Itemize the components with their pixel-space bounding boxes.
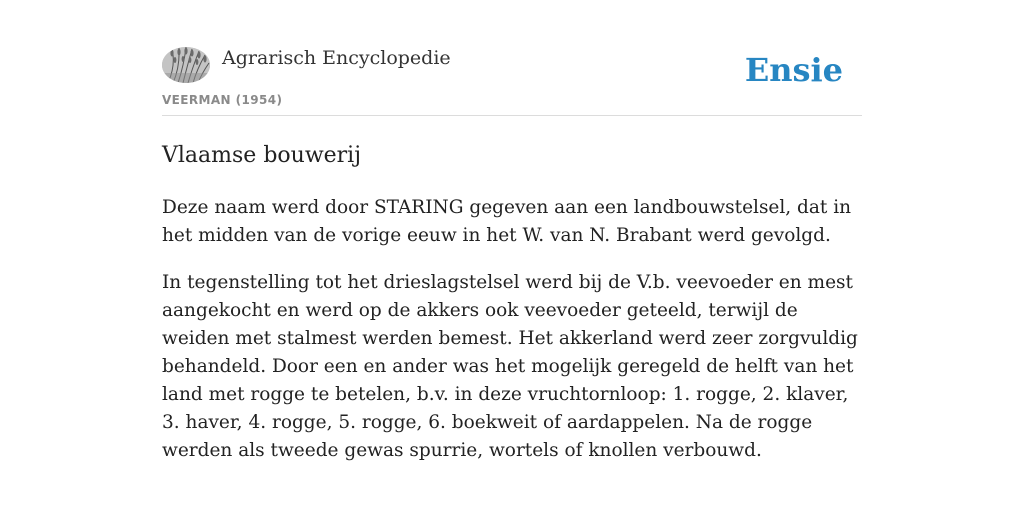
encyclopedia-card: [162, 40, 862, 465]
source-author: VEERMAN (1954): [162, 93, 283, 107]
brand-logo[interactable]: Ensie: [744, 51, 843, 89]
entry-title: Vlaamse bouwerij: [162, 143, 362, 168]
source-title[interactable]: Agrarisch Encyclopedie: [222, 47, 451, 69]
wheat-engraving-icon[interactable]: [162, 47, 210, 83]
entry-paragraph: In tegenstelling tot het drieslagstelsel werd bij de V.b. veevoeder en mest aangekocht en werd op de akkers ook veevoeder geteeld, terwijl de weiden met stalmest werden bemest. Het akkerland werd zeer zorgvuldig behandeld. Door een en ander was het mogelijk geregeld de helft van het land met rogge te betelen, b.v. in deze vruchtornloop: 1. rogge, 2. klaver, 3. haver, 4. rogge, 5. rogge, 6. boekweit of aardappelen. Na de rogge werden als tweede gewas spurrie, wortels of knollen verbouwd.: [162, 272, 858, 461]
entry-paragraph: Deze naam werd door STARING gegeven aan een landbouwstelsel, dat in het midden van de vorige eeuw in het W. van N. Brabant werd gevolgd.: [162, 197, 852, 246]
source-header: [162, 40, 862, 116]
entry-body: [162, 194, 862, 465]
